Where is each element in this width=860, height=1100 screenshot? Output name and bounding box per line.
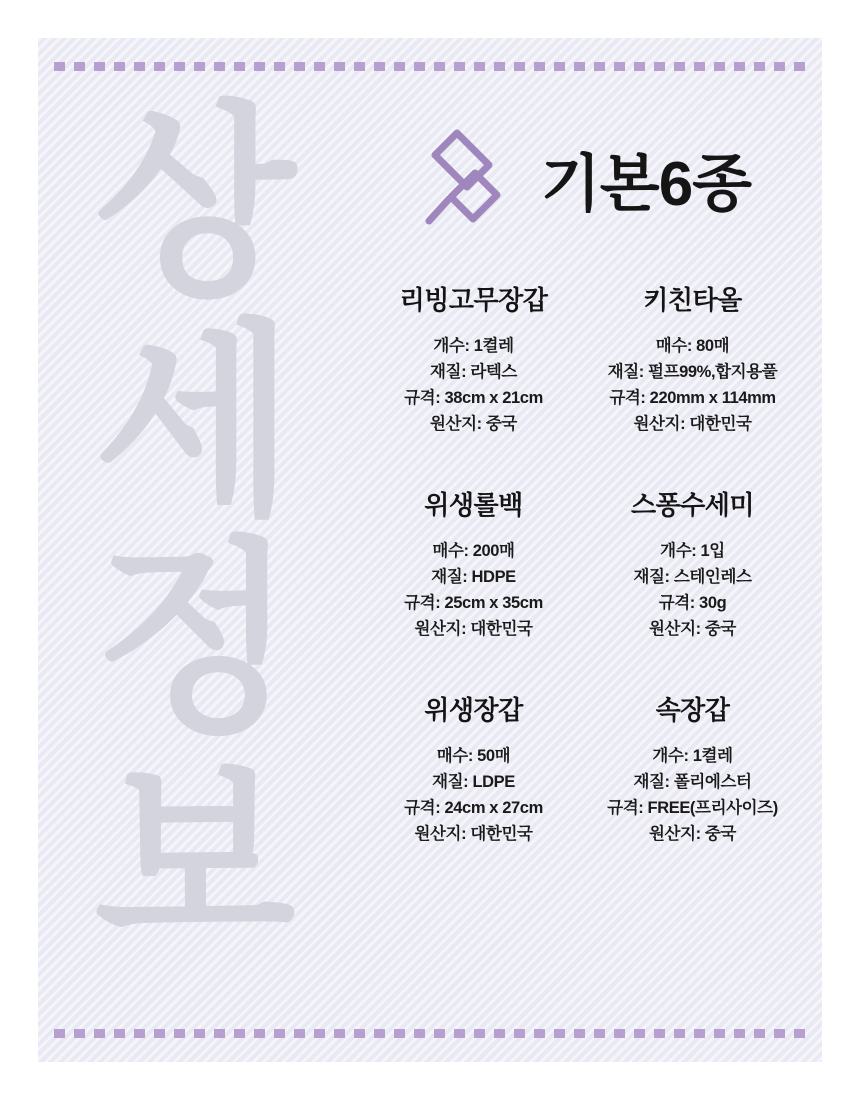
watermark-char: 상	[94, 89, 294, 321]
poster-header	[368, 98, 798, 258]
product-spec: 개수: 1켤레	[652, 747, 733, 765]
product-spec: 규격: 30g	[658, 594, 727, 612]
product-spec: 원산지: 중국	[649, 825, 736, 843]
product-spec: 원산지: 중국	[649, 620, 736, 638]
top-dotted-divider	[54, 62, 806, 71]
product-card	[368, 690, 579, 847]
watermark-text	[64, 89, 324, 1016]
product-name: 스퐁수세미	[630, 490, 755, 520]
product-name: 위생장갑	[424, 695, 523, 725]
product-spec: 원산지: 대한민국	[414, 825, 533, 843]
product-name: 속장갑	[655, 695, 730, 725]
product-name: 리빙고무장갑	[399, 285, 548, 315]
product-grid	[368, 280, 798, 847]
product-card	[368, 280, 579, 437]
watermark-char: 정	[94, 525, 294, 757]
product-spec: 원산지: 중국	[430, 415, 517, 433]
product-spec: 규격: 24cm x 27cm	[404, 799, 543, 817]
product-card	[587, 485, 798, 642]
product-card	[587, 280, 798, 437]
product-spec: 재질: 펄프99%,합지용풀	[607, 363, 778, 381]
product-spec: 개수: 1입	[660, 542, 725, 560]
product-spec: 원산지: 대한민국	[633, 415, 752, 433]
product-spec: 원산지: 대한민국	[414, 620, 533, 638]
product-spec: 재질: 폴리에스터	[633, 773, 752, 791]
product-spec: 매수: 80매	[655, 337, 730, 355]
product-detail-poster	[38, 38, 822, 1062]
product-name: 위생롤백	[424, 490, 523, 520]
product-spec: 재질: 라텍스	[430, 363, 517, 381]
watermark-char: 세	[94, 307, 294, 539]
watermark-char: 보	[94, 743, 294, 975]
bottom-dotted-divider	[54, 1029, 806, 1038]
pushpin-icon	[415, 121, 535, 241]
product-card	[368, 485, 579, 642]
product-spec: 규격: 25cm x 35cm	[404, 594, 543, 612]
product-spec: 매수: 50매	[436, 747, 511, 765]
product-card	[587, 690, 798, 847]
product-spec: 규격: FREE(프리사이즈)	[607, 799, 778, 817]
product-spec: 개수: 1켤레	[433, 337, 514, 355]
product-spec: 규격: 220mm x 114mm	[609, 389, 776, 407]
content-column	[368, 98, 798, 847]
product-spec: 규격: 38cm x 21cm	[404, 389, 543, 407]
product-name: 키친타올	[643, 285, 742, 315]
product-spec: 재질: LDPE	[432, 773, 515, 791]
product-spec: 매수: 200매	[432, 542, 515, 560]
product-spec: 재질: HDPE	[431, 568, 516, 586]
page-title: 기본6종	[540, 149, 752, 219]
product-spec: 재질: 스테인레스	[633, 568, 752, 586]
